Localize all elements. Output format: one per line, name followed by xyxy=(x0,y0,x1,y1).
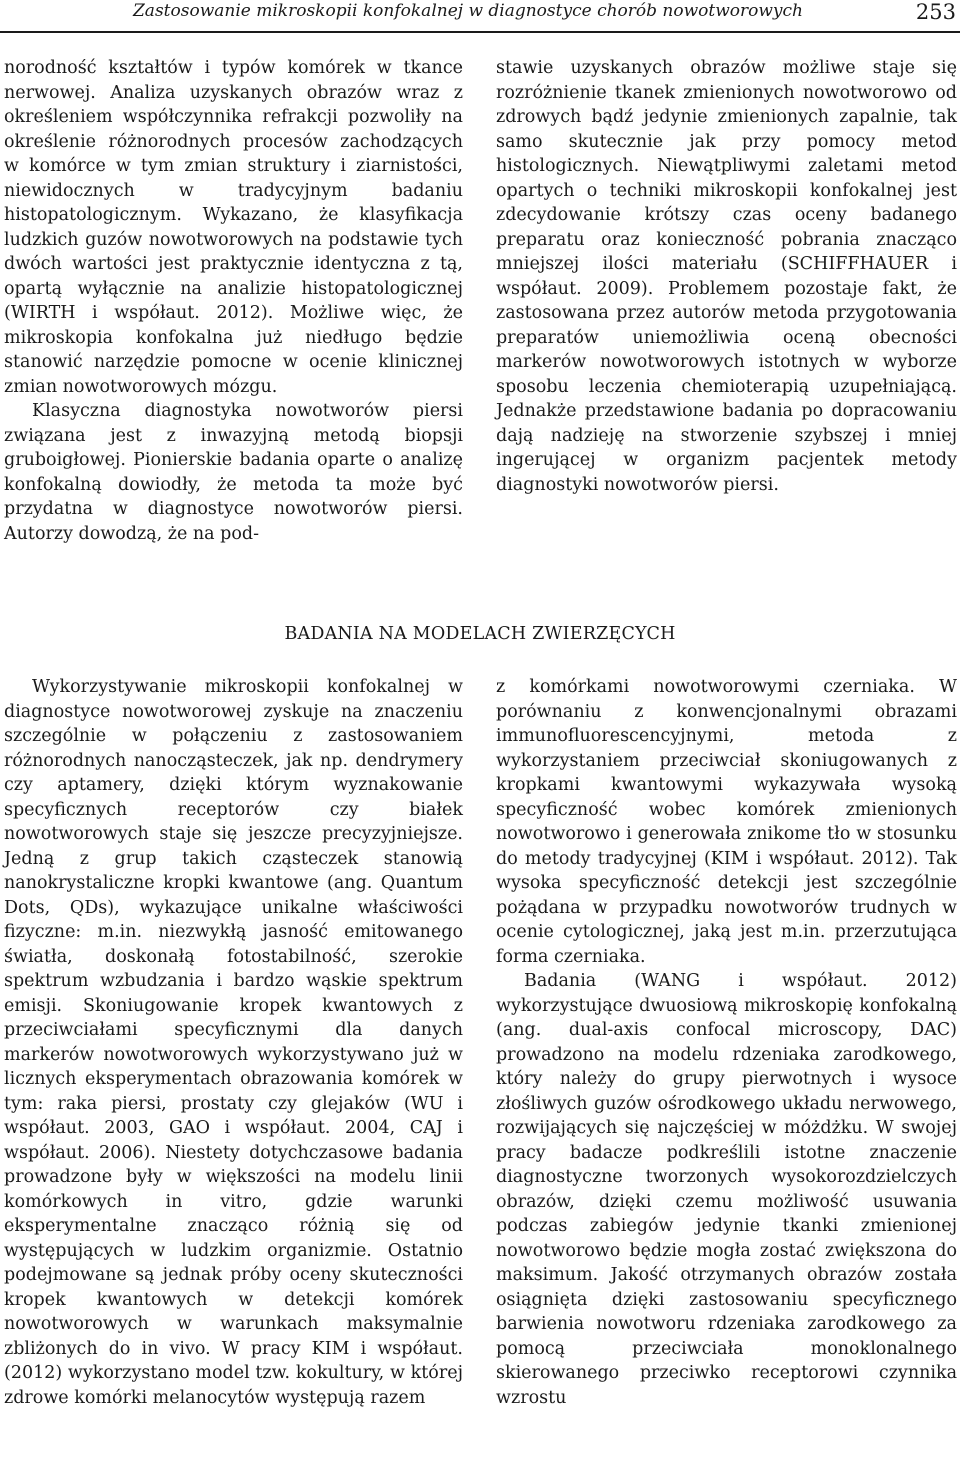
running-title: Zastosowanie mikroskopii konfokalnej w diagnostyce chorób nowotworowych xyxy=(133,1,803,21)
body-paragraph: stawie uzyskanych obrazów możliwe staje się rozróżnienie tkanek zmienionych nowotworowo od zdrowych bądź jedynie zmienionych zapalnie, tak samo skutecznie jak przy pomocy metod histologicznych. Niewątpliwymi zaletami metod opartych o techniki mikroskopii konfokalnej jest zdecydowanie krótszy czas oceny badanego preparatu oraz konieczność pobrania znacząco mniejszej ilości materiału (SCHIFFHAUER i współaut. 2009). Problemem pozostaje fakt, że zastosowana przez autorów metoda przygotowania preparatów uniemożliwia oceną obecności markerów nowotworowych istotnych w wyborze sposobu leczenia chemioterapią uzupełniającą. Jednakże przedstawione badania po dopracowaniu dają nadzieję na stworzenie szybszej i mniej ingerującej w organizm pacjentek metody diagnostyki nowotworów piersi. xyxy=(496,58,957,495)
page-number: 253 xyxy=(915,0,956,24)
header-rule xyxy=(0,31,960,33)
bottom-right-column xyxy=(496,675,957,1410)
body-paragraph: Klasyczna diagnostyka nowotworów piersi związana jest z inwazyjną metodą biopsji gruboigłowej. Pionierskie badania oparte o analizę konfokalną dowiodły, że metoda ta może być przydatna w diagnostyce nowotworów piersi. Autorzy dowodzą, że na pod- xyxy=(4,401,463,544)
body-paragraph: norodność kształtów i typów komórek w tkance nerwowej. Analiza uzyskanych obrazów wraz z określeniem współczynnika refrakcji pozwoliły na określenie różnorodnych procesów zachodzących w komórce w tym zmian struktury i ziarnistości, niewidocznych w tradycyjnym badaniu histopatologicznym. Wykazano, że klasyfikacja ludzkich guzów nowotworowych na podstawie tych dwóch wartości jest praktycznie identyczna z tą, opartą wyłącznie na analizie histopatologicznej (WIRTH i współaut. 2012). Możliwe więc, że mikroskopia konfokalna już niedługo będzie stanowić narzędzie pomocne w ocenie klinicznej zmian nowotworowych mózgu. xyxy=(4,58,463,397)
body-paragraph: Wykorzystywanie mikroskopii konfokalnej w diagnostyce nowotworowej zyskuje na znaczeniu szczególnie w połączeniu z zastosowaniem różnorodnych nanocząsteczek, jak np. dendrymery czy aptamery, dzięki którym wyznakowanie specyficznych receptorów czy białek nowotworowych staje się jeszcze precyzyjniejsze. Jedną z grup takich cząsteczek stanowią nanokrystaliczne kropki kwantowe (ang. Quantum Dots, QDs), wykazujące unikalne właściwości fizyczne: m.in. niezwykłą jasność emitowanego światła, doskonałą fotostabilność, szerokie spektrum wzbudzania i bardzo wąskie spektrum emisji. Skoniugowanie kropek kwantowych z przeciwciałami specyficznymi dla danych markerów nowotworowych wykorzystywano już w licznych eksperymentach obrazowania komórek w tym: raka piersi, prostaty czy glejaków (WU i współaut. 2003, GAO i współaut. 2004, CAJ i współaut. 2006). Niestety dotychczasowe badania prowadzone były w większości na modelu linii komórkowych in vitro, gdzie warunki eksperymentalne znacząco różnią się od występujących w ludzkim organizmie. Ostatnio podejmowane są jednak próby oceny skuteczności kropek kwantowych w detekcji komórek nowotworowych w warunkach maksymalnie zbliżonych do in vivo. W pracy KIM i współaut. (2012) wykorzystano model tzw. kokultury, w której zdrowe komórki melanocytów występują razem xyxy=(4,677,463,1408)
page-header xyxy=(0,0,960,34)
body-paragraph: z komórkami nowotworowymi czerniaka. W porównaniu z konwencjonalnymi obrazami immunofluorescencyjnymi, metoda z wykorzystaniem przeciwciał skoniugowanych z kropkami kwantowymi wykazywała wysoką specyficzność wobec komórek zmienionych nowotworowo i generowała znikome tło w stosunku do metody tradycyjnej (KIM i współaut. 2012). Tak wysoka specyficzność detekcji jest szczególnie pożądana w przypadku nowotworów trudnych w ocenie cytologicznej, jaką jest m.in. przerzutująca forma czerniaka. xyxy=(496,677,957,967)
section-heading: BADANIA NA MODELACH ZWIERZĘCYCH xyxy=(284,624,676,644)
body-paragraph: Badania (WANG i współaut. 2012) wykorzystujące dwuosiową mikroskopię konfokalną (ang. dual-axis confocal microscopy, DAC) prowadzono na modelu rdzeniaka zarodkowego, który należy do grupy pierwotnych i wysoce złośliwych guzów ośrodkowego układu nerwowego, rozwijających się najczęściej w móżdżku. W swojej pracy badacze podkreślili istotne znaczenie diagnostyczne tworzonych wysokorozdzielczych obrazów, dzięki czemu możliwość usuwania podczas zabiegów jedynie tkanki zmienionej nowotworowo będzie mogła zostać zwiększona do maksimum. Jakość otrzymanych obrazów została osiągnięta dzięki zastosowaniu specyficznego barwienia nowotworu rdzeniaka zarodkowego za pomocą przeciwciała monoklonalnego skierowanego przeciwko receptorowi czynnika wzrostu xyxy=(496,971,957,1408)
top-right-column xyxy=(496,56,957,497)
top-left-column xyxy=(4,56,463,546)
bottom-left-column xyxy=(4,675,463,1410)
